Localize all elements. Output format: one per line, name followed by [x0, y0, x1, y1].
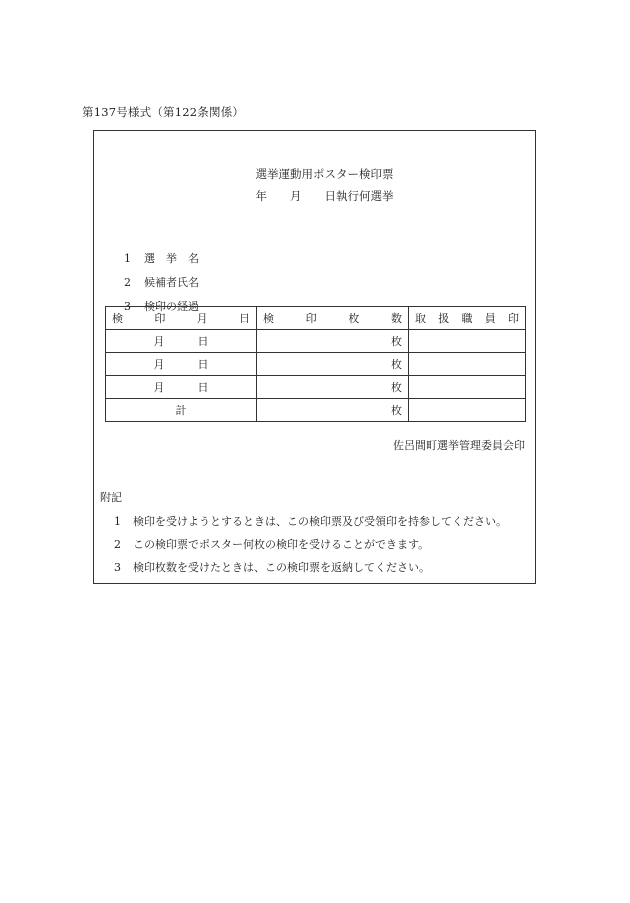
- note-text: 検印枚数を受けたときは、この検印票を返納してください。: [133, 561, 430, 574]
- notes-title: 附記: [100, 491, 122, 504]
- total-label-cell: 計: [106, 399, 257, 422]
- note-number: 1: [114, 515, 121, 528]
- note-text: この検印票でポスター何枚の検印を受けることができます。: [133, 538, 430, 551]
- count-cell: 枚: [257, 399, 409, 422]
- seal-record-table: [105, 306, 526, 422]
- item-number: 2: [123, 276, 131, 289]
- table-total-row: [106, 399, 526, 422]
- count-cell: 枚: [257, 376, 409, 399]
- issuer-seal: 佐呂間町選挙管理委員会印: [393, 439, 525, 452]
- count-cell: 枚: [257, 353, 409, 376]
- seal-cell: [409, 399, 526, 422]
- item-number: 3: [123, 300, 131, 313]
- note-text: 検印を受けようとするときは、この検印票及び受領印を持参してください。: [133, 515, 507, 528]
- note-item: [114, 513, 507, 536]
- table-header-row: [106, 307, 526, 330]
- seal-cell: [409, 353, 526, 376]
- form-frame: [93, 130, 536, 584]
- date-cell: 月 日: [106, 376, 257, 399]
- item-label: 検印の経過: [143, 300, 199, 313]
- table-row: [106, 376, 526, 399]
- table-row: [106, 353, 526, 376]
- header-seal-count: 検 印 枚 数: [257, 307, 409, 330]
- item-label: 選 挙 名: [143, 252, 199, 265]
- note-item: [114, 536, 507, 559]
- seal-cell: [409, 376, 526, 399]
- note-item: [114, 559, 507, 582]
- notes-list: [114, 513, 507, 582]
- header-seal-date: 検 印 月 日: [106, 307, 257, 330]
- item-number: 1: [123, 252, 131, 265]
- form-number: 第137号様式（第122条関係）: [82, 105, 245, 119]
- form-title: 選挙運動用ポスター検印票: [255, 167, 394, 181]
- note-number: 2: [114, 538, 121, 551]
- count-cell: 枚: [257, 330, 409, 353]
- form-items: [103, 235, 199, 313]
- item-label: 候補者氏名: [143, 276, 199, 289]
- item-election-name: [103, 235, 199, 265]
- date-cell: 月 日: [106, 353, 257, 376]
- note-number: 3: [114, 561, 121, 574]
- table-row: [106, 330, 526, 353]
- date-cell: 月 日: [106, 330, 257, 353]
- election-date-line: 年 月 日執行何選挙: [255, 189, 394, 203]
- seal-cell: [409, 330, 526, 353]
- header-staff-seal: 取 扱 職 員 印: [409, 307, 526, 330]
